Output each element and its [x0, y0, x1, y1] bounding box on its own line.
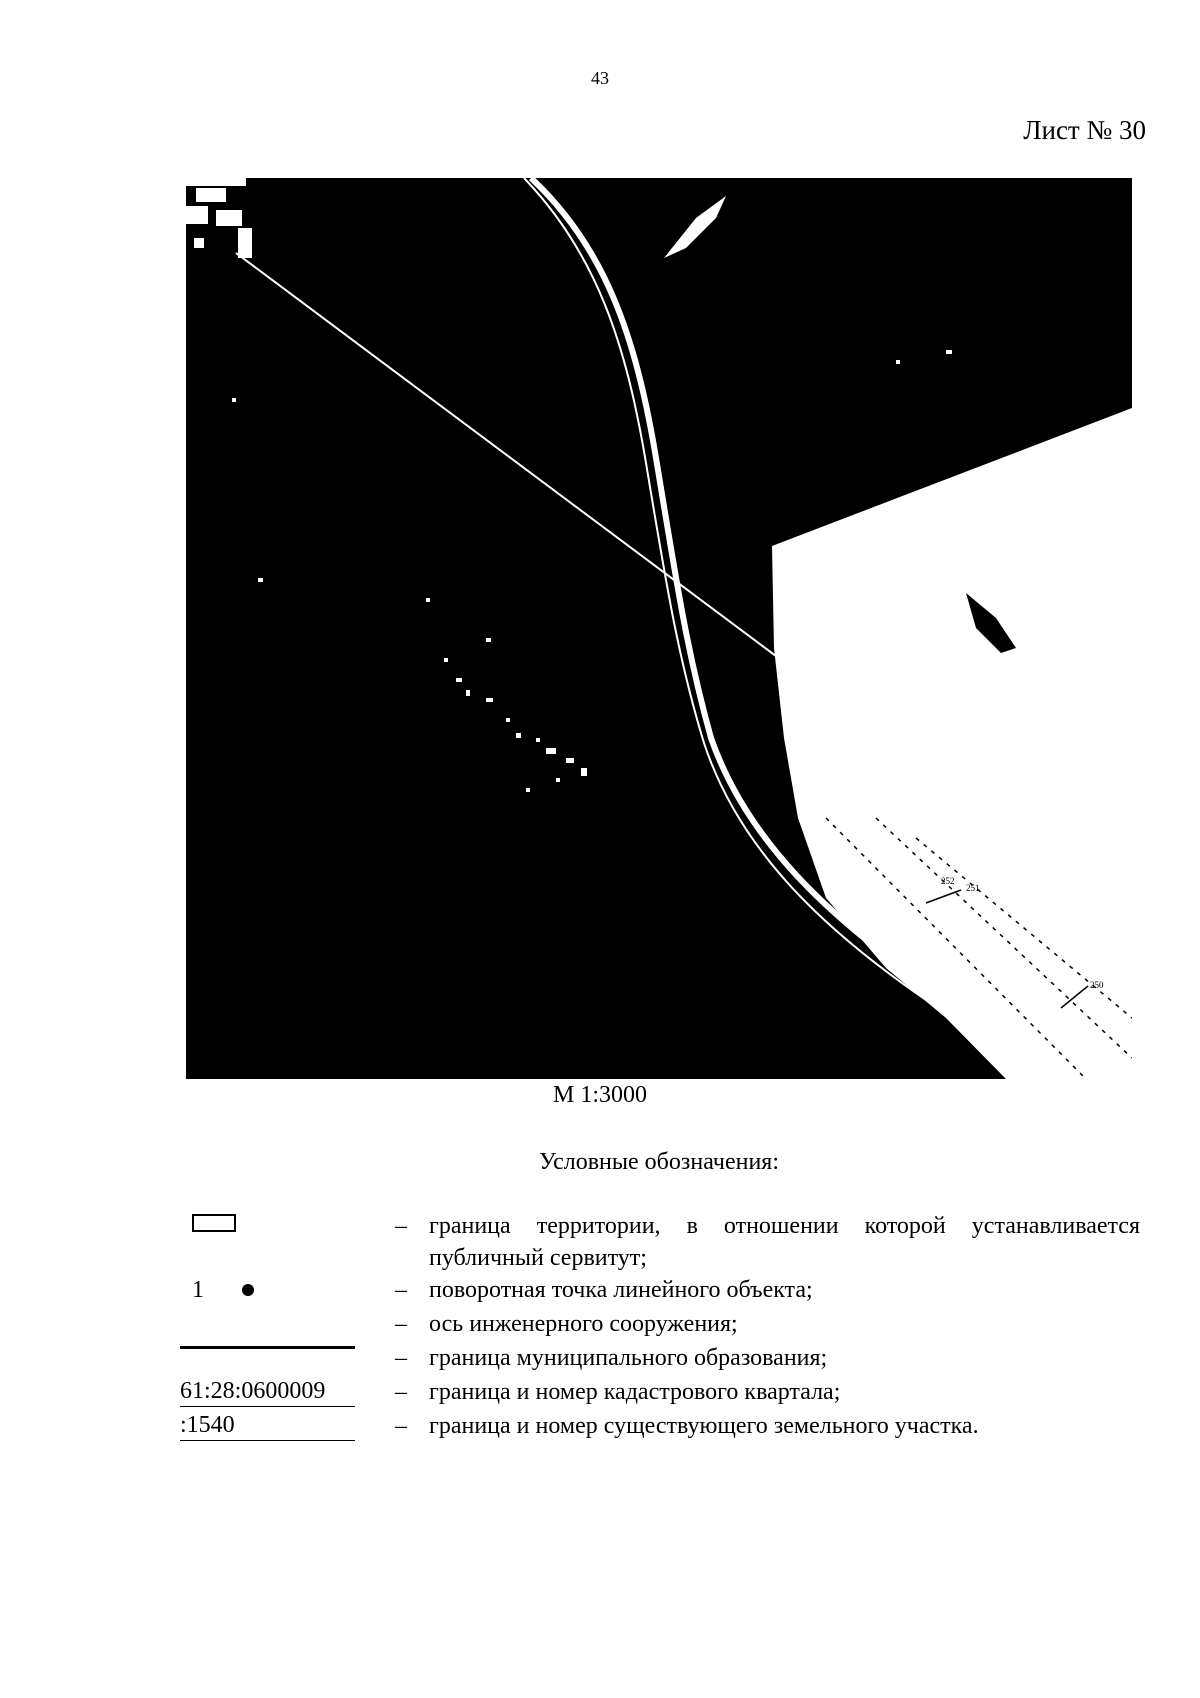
sheet-label: Лист № 30 — [1023, 115, 1146, 145]
legend-title: Условные обозначения: — [538, 1149, 780, 1175]
legend-row-servitude-boundary — [180, 1210, 1140, 1274]
legend-dash: – — [395, 1311, 407, 1337]
map-label-250: 250 — [1090, 980, 1104, 990]
legend-dash: – — [395, 1379, 407, 1405]
legend-dash: – — [395, 1413, 407, 1439]
legend-row-structure-axis — [180, 1308, 1140, 1342]
legend-dash: – — [395, 1213, 407, 1239]
legend-text: граница территории, в отношении которой устанавливается публичный сервитут; — [429, 1213, 1140, 1271]
land-plot-code: :1540 — [180, 1410, 355, 1441]
legend-dash: – — [395, 1345, 407, 1371]
legend-text: поворотная точка линейного объекта; — [429, 1277, 813, 1303]
legend-symbol-point — [180, 1274, 395, 1308]
legend-text: ось инженерного сооружения; — [429, 1311, 738, 1337]
map-image — [186, 178, 1132, 1079]
page-number: 43 — [591, 68, 609, 88]
legend-row-land-plot — [180, 1410, 1140, 1444]
cadastral-quarter-code: 61:28:0600009 — [180, 1376, 355, 1407]
map-svg — [186, 178, 1132, 1079]
legend-text: граница и номер кадастрового квартала; — [429, 1379, 841, 1405]
map-scale-label: М 1:3000 — [552, 1082, 647, 1108]
legend-text: граница муниципального образования; — [429, 1345, 828, 1371]
legend-symbol-thick-line — [180, 1342, 395, 1376]
rectangle-outline-icon — [192, 1214, 236, 1232]
legend-row-cadastral-quarter — [180, 1376, 1140, 1410]
legend — [180, 1210, 1140, 1444]
legend-row-turning-point — [180, 1274, 1140, 1308]
legend-symbol-rectangle — [180, 1210, 395, 1244]
map-label-252: 252 — [941, 876, 955, 886]
legend-row-municipal-boundary — [180, 1342, 1140, 1376]
point-number: 1 — [192, 1277, 204, 1303]
legend-symbol-code — [180, 1410, 395, 1444]
legend-symbol-empty — [180, 1308, 395, 1342]
map-label-251: 251 — [966, 883, 980, 893]
point-dot-icon — [242, 1284, 254, 1296]
legend-symbol-code — [180, 1376, 395, 1410]
thick-line-icon — [180, 1346, 355, 1349]
legend-dash: – — [395, 1277, 407, 1303]
legend-text: граница и номер существующего земельного участка. — [429, 1413, 979, 1439]
